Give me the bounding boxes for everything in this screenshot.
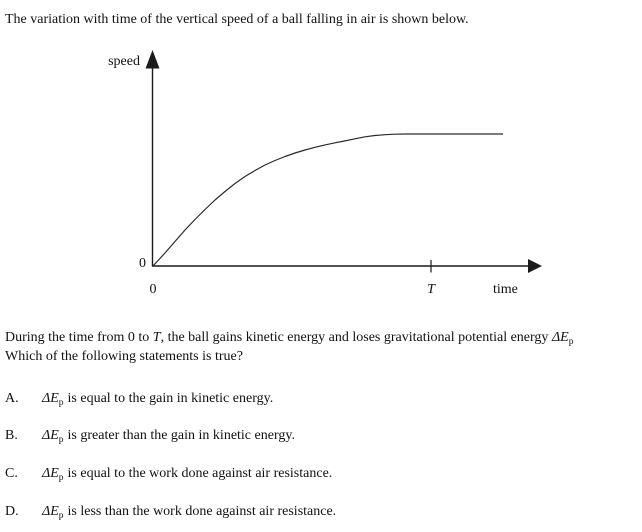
t-tick-label: T <box>427 282 435 297</box>
option-A-statement: is equal to the gain in kinetic energy. <box>67 391 274 406</box>
option-A <box>5 391 635 409</box>
question-line-1 <box>5 328 573 347</box>
option-A-text <box>42 391 273 407</box>
delta-Ep-symbol: ΔE <box>42 391 59 406</box>
delta-Ep-symbol: ΔE <box>42 504 59 519</box>
option-D-statement: is less than the work done against air resistance. <box>67 504 337 519</box>
option-D <box>5 504 635 522</box>
option-C-text <box>42 466 332 482</box>
x-axis-zero-label: 0 <box>149 282 157 297</box>
option-C-letter: C. <box>5 466 18 481</box>
option-B-statement: is greater than the gain in kinetic energy. <box>67 428 295 443</box>
question-line1-mid: , the ball gains kinetic energy and loses gravitational potential energy <box>160 330 552 345</box>
delta-Ep-symbol: ΔE <box>551 330 569 345</box>
question-intro-text: The variation with time of the vertical speed of a ball falling in air is shown below. <box>5 12 469 27</box>
delta-Ep-subscript: p <box>58 473 64 483</box>
option-C-statement: is equal to the work done against air resistance. <box>67 466 333 481</box>
question-line1-T: T <box>152 330 161 345</box>
y-axis-arrowhead-icon <box>146 50 160 69</box>
y-axis-zero-label: 0 <box>139 256 146 271</box>
delta-Ep-symbol: ΔE <box>42 466 59 481</box>
question-line1-pre: During the time from 0 to <box>5 330 153 345</box>
y-axis-label: speed <box>108 54 140 69</box>
option-C <box>5 466 635 484</box>
option-B-text <box>42 428 295 444</box>
x-axis-arrowhead-icon <box>528 259 542 273</box>
option-D-letter: D. <box>5 504 19 519</box>
option-A-letter: A. <box>5 391 19 406</box>
delta-Ep-subscript: p <box>58 511 64 521</box>
option-D-text <box>42 504 336 520</box>
delta-Ep-subscript: p <box>58 435 64 445</box>
option-B <box>5 428 635 446</box>
x-axis-label: time <box>493 282 518 297</box>
delta-Ep-symbol: ΔE <box>42 428 59 443</box>
delta-Ep-subscript: p <box>568 337 574 347</box>
question-stem <box>5 328 573 366</box>
delta-Ep-subscript: p <box>58 398 64 408</box>
question-line-2: Which of the following statements is true? <box>5 349 243 364</box>
option-B-letter: B. <box>5 428 18 443</box>
speed-curve <box>153 134 503 266</box>
